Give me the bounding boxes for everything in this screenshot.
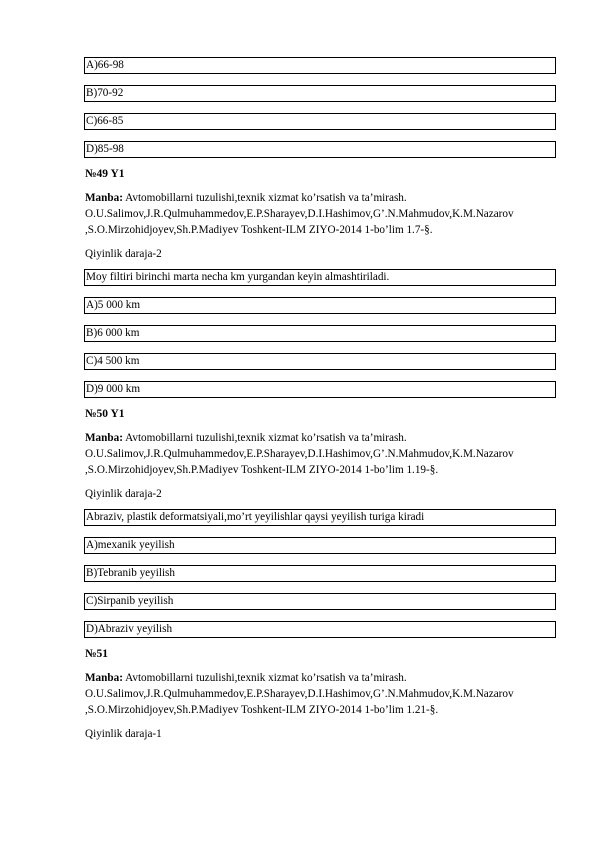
- source-line-3: ,S.O.Mirzohidjoyev,Sh.P.Madiyev Toshkent-ILM ZIYO-2014 1-bo’lim 1.19-§.: [85, 464, 439, 476]
- source-label: Manba:: [85, 192, 123, 204]
- option-d[interactable]: D)9 000 km: [84, 381, 556, 398]
- option-d[interactable]: D)85-98: [84, 141, 556, 158]
- source-line-1: Avtomobillarni tuzulishi,texnik xizmat ko’rsatish va ta’mirash.: [122, 192, 407, 204]
- question-number: №50 Y1: [85, 408, 125, 420]
- question-text: Abraziv, plastik deformatsiyali,mo’rt yeyilishlar qaysi yeyilish turiga kiradi: [84, 509, 556, 526]
- difficulty-level: Qiyinlik daraja-2: [85, 488, 162, 500]
- source-line-1: Avtomobillarni tuzulishi,texnik xizmat ko’rsatish va ta’mirash.: [122, 672, 407, 684]
- difficulty-level: Qiyinlik daraja-1: [85, 728, 162, 740]
- source-line-2: O.U.Salimov,J.R.Qulmuhammedov,E.P.Sharayev,D.I.Hashimov,G’.N.Mahmudov,K.M.Nazarov: [85, 688, 514, 700]
- source-label: Manba:: [85, 672, 123, 684]
- document-page: [84, 57, 556, 749]
- option-b[interactable]: B)6 000 km: [84, 325, 556, 342]
- source-reference: [84, 670, 565, 718]
- question-number: №51: [85, 648, 109, 660]
- source-line-3: ,S.O.Mirzohidjoyev,Sh.P.Madiyev Toshkent-ILM ZIYO-2014 1-bo’lim 1.21-§.: [85, 704, 439, 716]
- source-label: Manba:: [85, 432, 123, 444]
- option-a[interactable]: A)66-98: [84, 57, 556, 74]
- source-reference: [84, 190, 565, 238]
- source-line-3: ,S.O.Mirzohidjoyev,Sh.P.Madiyev Toshkent-ILM ZIYO-2014 1-bo’lim 1.7-§.: [85, 224, 433, 236]
- source-reference: [84, 430, 565, 478]
- option-a[interactable]: A)5 000 km: [84, 297, 556, 314]
- source-line-2: O.U.Salimov,J.R.Qulmuhammedov,E.P.Sharayev,D.I.Hashimov,G’.N.Mahmudov,K.M.Nazarov: [85, 208, 514, 220]
- source-line-2: O.U.Salimov,J.R.Qulmuhammedov,E.P.Sharayev,D.I.Hashimov,G’.N.Mahmudov,K.M.Nazarov: [85, 448, 514, 460]
- option-c[interactable]: C)66-85: [84, 113, 556, 130]
- source-line-1: Avtomobillarni tuzulishi,texnik xizmat ko’rsatish va ta’mirash.: [122, 432, 407, 444]
- option-d[interactable]: D)Abraziv yeyilish: [84, 621, 556, 638]
- option-a[interactable]: A)mexanik yeyilish: [84, 537, 556, 554]
- question-text: Moy filtiri birinchi marta necha km yurgandan keyin almashtiriladi.: [84, 269, 556, 286]
- option-b[interactable]: B)Tebranib yeyilish: [84, 565, 556, 582]
- option-b[interactable]: B)70-92: [84, 85, 556, 102]
- question-number: №49 Y1: [85, 168, 125, 180]
- option-c[interactable]: C)Sirpanib yeyilish: [84, 593, 556, 610]
- option-c[interactable]: C)4 500 km: [84, 353, 556, 370]
- difficulty-level: Qiyinlik daraja-2: [85, 248, 162, 260]
